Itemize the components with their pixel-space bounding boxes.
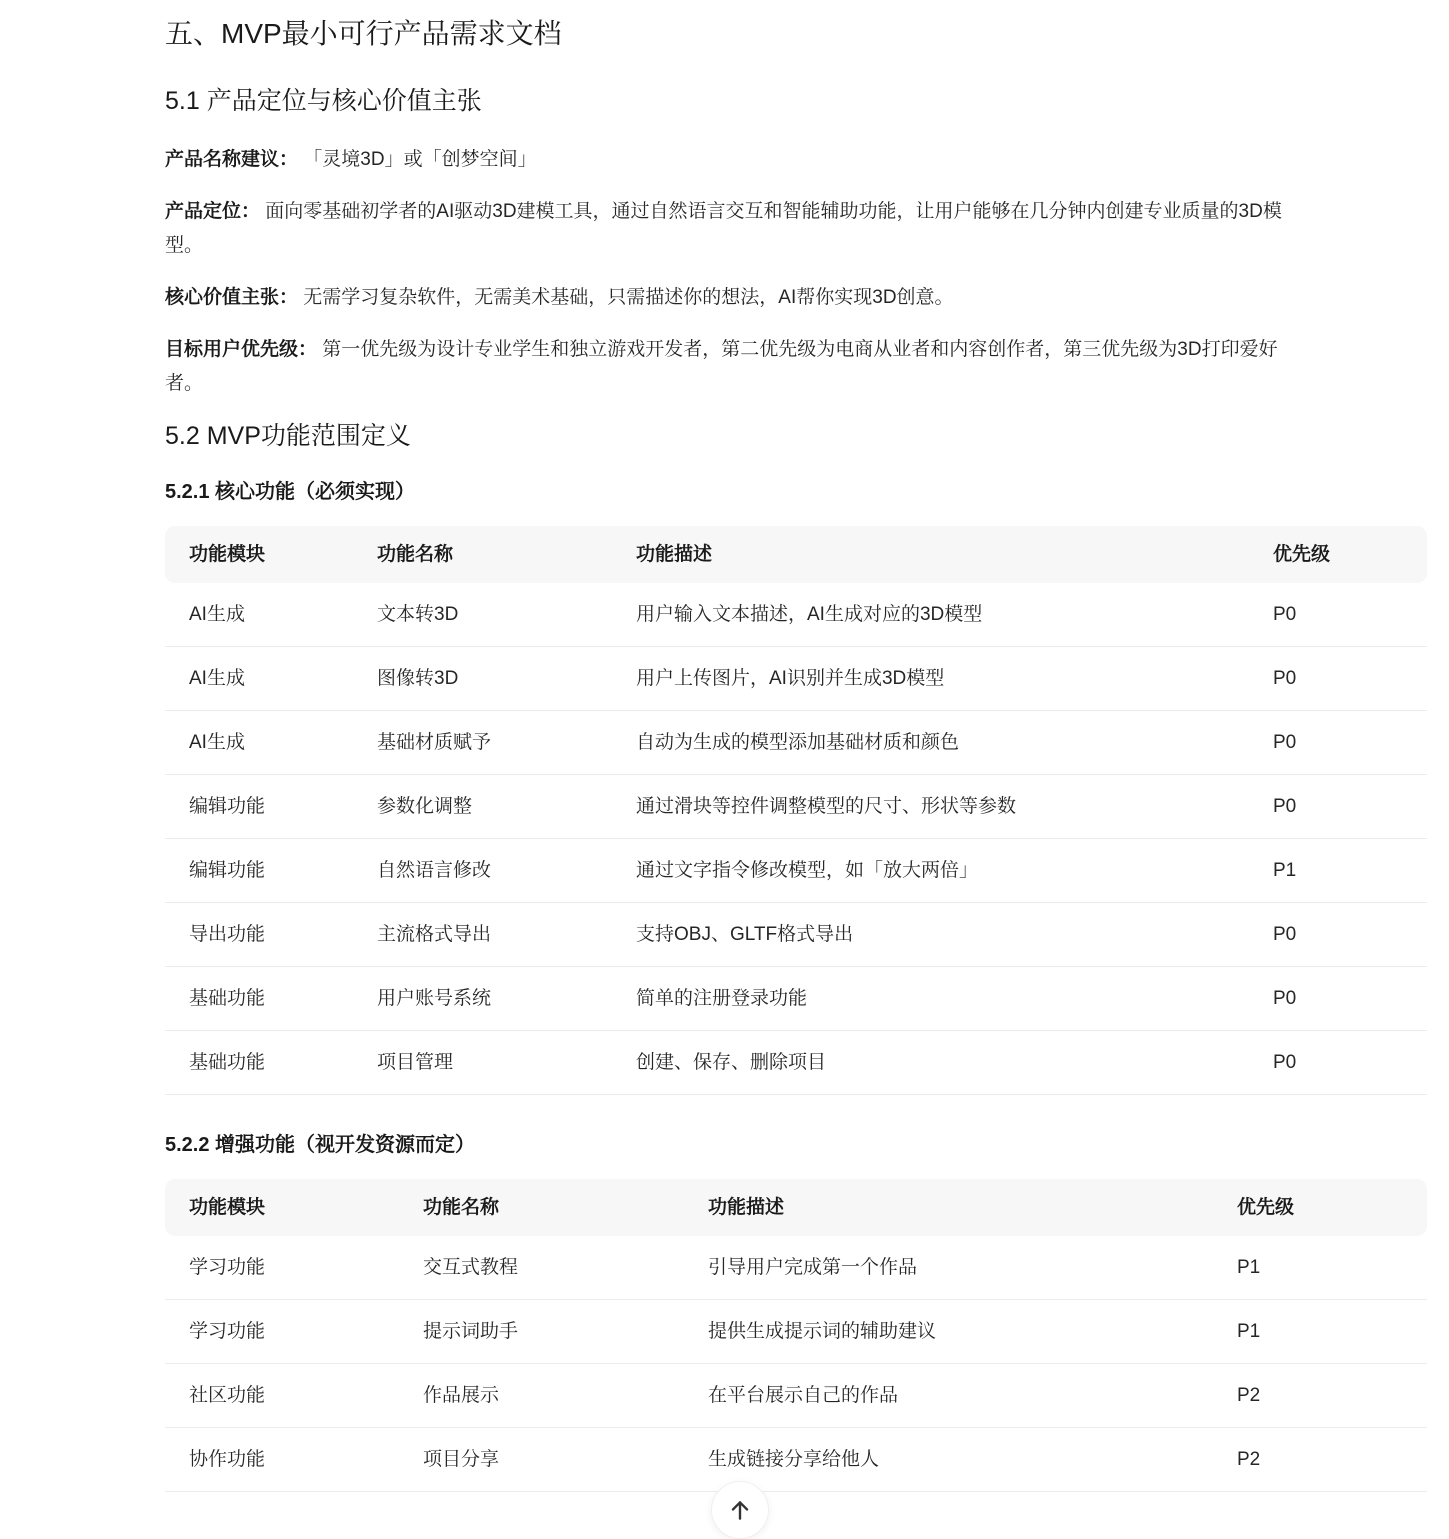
table-cell: 提示词助手 xyxy=(407,1300,692,1364)
table-cell: P0 xyxy=(1257,775,1427,839)
table-cell: 编辑功能 xyxy=(165,775,361,839)
paragraph-text: 面向零基础初学者的AI驱动3D建模工具，通过自然语言交互和智能辅助功能，让用户能够在几分钟内创建专业质量的3D模型。 xyxy=(165,201,1282,256)
section-5-1-heading: 5.1 产品定位与核心价值主张 xyxy=(165,87,482,115)
table-cell: 自动为生成的模型添加基础材质和颜色 xyxy=(620,711,1257,775)
column-header: 优先级 xyxy=(1221,1179,1427,1236)
table-cell: P0 xyxy=(1257,711,1427,775)
section-5-2-1-heading: 5.2.1 核心功能（必须实现） xyxy=(165,481,416,503)
column-header: 功能名称 xyxy=(361,526,620,583)
table-cell: 参数化调整 xyxy=(361,775,620,839)
table-cell: 用户上传图片，AI识别并生成3D模型 xyxy=(620,647,1257,711)
table-cell: 项目管理 xyxy=(361,1031,620,1095)
paragraph-label: 目标用户优先级： xyxy=(165,339,318,360)
table-row xyxy=(165,775,1427,839)
table-cell: P0 xyxy=(1257,647,1427,711)
table-cell: 简单的注册登录功能 xyxy=(620,967,1257,1031)
table-cell: 用户账号系统 xyxy=(361,967,620,1031)
table-cell: 导出功能 xyxy=(165,903,361,967)
paragraph-label: 核心价值主张： xyxy=(165,287,299,308)
table-cell: 主流格式导出 xyxy=(361,903,620,967)
paragraph-text: 「灵境3D」或「创梦空间」 xyxy=(303,149,537,170)
table-cell: AI生成 xyxy=(165,647,361,711)
enhanced-features-table xyxy=(165,1179,1427,1492)
table-cell: 通过文字指令修改模型，如「放大两倍」 xyxy=(620,839,1257,903)
table-cell: AI生成 xyxy=(165,711,361,775)
table-cell: 图像转3D xyxy=(361,647,620,711)
paragraph-label: 产品名称建议： xyxy=(165,149,299,170)
table-cell: P0 xyxy=(1257,903,1427,967)
document-body xyxy=(165,0,1331,1492)
paragraph-value-proposition xyxy=(165,281,1315,315)
section-5-2-heading: 5.2 MVP功能范围定义 xyxy=(165,422,411,450)
table-cell: 交互式教程 xyxy=(407,1236,692,1300)
scroll-to-top-button[interactable] xyxy=(711,1481,769,1539)
table-cell: 协作功能 xyxy=(165,1428,407,1492)
table-row xyxy=(165,1300,1427,1364)
table-cell: 引导用户完成第一个作品 xyxy=(692,1236,1221,1300)
doc-title: 五、MVP最小可行产品需求文档 xyxy=(165,18,562,49)
table-row xyxy=(165,967,1427,1031)
table-cell: 生成链接分享给他人 xyxy=(692,1428,1221,1492)
column-header: 优先级 xyxy=(1257,526,1427,583)
table-cell: P1 xyxy=(1221,1236,1427,1300)
column-header: 功能模块 xyxy=(165,1179,407,1236)
column-header: 功能模块 xyxy=(165,526,361,583)
core-features-table xyxy=(165,526,1427,1095)
table-cell: AI生成 xyxy=(165,583,361,647)
table-row xyxy=(165,1428,1427,1492)
column-header: 功能描述 xyxy=(620,526,1257,583)
paragraph-text: 第一优先级为设计专业学生和独立游戏开发者，第二优先级为电商从业者和内容创作者，第三优先级为3D打印爱好者。 xyxy=(165,339,1278,394)
table-cell: 创建、保存、删除项目 xyxy=(620,1031,1257,1095)
column-header: 功能描述 xyxy=(692,1179,1221,1236)
table-row xyxy=(165,1364,1427,1428)
paragraph-text: 无需学习复杂软件，无需美术基础，只需描述你的想法，AI帮你实现3D创意。 xyxy=(303,287,954,308)
table-cell: P1 xyxy=(1257,839,1427,903)
table-cell: 文本转3D xyxy=(361,583,620,647)
table-row xyxy=(165,647,1427,711)
table-cell: P2 xyxy=(1221,1428,1427,1492)
table-row xyxy=(165,839,1427,903)
table-row xyxy=(165,903,1427,967)
table-cell: 编辑功能 xyxy=(165,839,361,903)
table-cell: 在平台展示自己的作品 xyxy=(692,1364,1221,1428)
table-cell: P0 xyxy=(1257,583,1427,647)
table-row xyxy=(165,1031,1427,1095)
table-cell: P0 xyxy=(1257,1031,1427,1095)
table-cell: P0 xyxy=(1257,967,1427,1031)
paragraph-product-name xyxy=(165,143,1315,177)
table-header-row xyxy=(165,1179,1427,1236)
arrow-up-icon xyxy=(727,1497,753,1523)
table-cell: 基础功能 xyxy=(165,967,361,1031)
table-cell: 基础功能 xyxy=(165,1031,361,1095)
table-cell: 支持OBJ、GLTF格式导出 xyxy=(620,903,1257,967)
table-row xyxy=(165,711,1427,775)
table-cell: 基础材质赋予 xyxy=(361,711,620,775)
section-5-2-2-heading: 5.2.2 增强功能（视开发资源而定） xyxy=(165,1134,476,1156)
table-cell: 提供生成提示词的辅助建议 xyxy=(692,1300,1221,1364)
table-cell: 学习功能 xyxy=(165,1236,407,1300)
table-cell: P1 xyxy=(1221,1300,1427,1364)
table-row xyxy=(165,1236,1427,1300)
table-cell: 社区功能 xyxy=(165,1364,407,1428)
table-cell: 用户输入文本描述，AI生成对应的3D模型 xyxy=(620,583,1257,647)
paragraph-positioning xyxy=(165,195,1315,263)
paragraph-target-users xyxy=(165,333,1315,401)
table-header-row xyxy=(165,526,1427,583)
table-cell: 自然语言修改 xyxy=(361,839,620,903)
table-row xyxy=(165,583,1427,647)
table-cell: 通过滑块等控件调整模型的尺寸、形状等参数 xyxy=(620,775,1257,839)
column-header: 功能名称 xyxy=(407,1179,692,1236)
table-cell: 学习功能 xyxy=(165,1300,407,1364)
table-cell: 项目分享 xyxy=(407,1428,692,1492)
table-cell: P2 xyxy=(1221,1364,1427,1428)
table-cell: 作品展示 xyxy=(407,1364,692,1428)
paragraph-label: 产品定位： xyxy=(165,201,261,222)
